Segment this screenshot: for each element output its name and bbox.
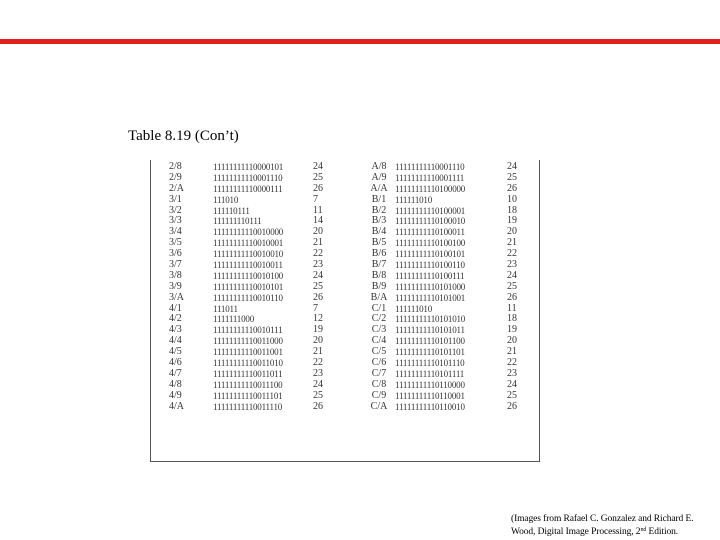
code-word-cell: 11111111110101111 xyxy=(395,368,465,379)
run-size-cell: C/1 xyxy=(371,303,387,314)
code-word-cell: 11111111110011100 xyxy=(213,379,283,390)
code-length-cell: 18 xyxy=(507,314,517,325)
code-word-cell: 11111111110100000 xyxy=(395,183,466,194)
run-size-cell: B/7 xyxy=(371,260,387,271)
code-length-cell: 19 xyxy=(507,216,517,227)
run-size-cell: A/8 xyxy=(371,162,387,172)
run-size-cell: 3/7 xyxy=(169,260,182,271)
code-length-cell: 12 xyxy=(313,314,323,325)
code-length-cell: 19 xyxy=(313,325,323,336)
run-size-cell: 4/3 xyxy=(169,325,182,336)
huffman-code-table xyxy=(151,162,539,412)
code-length-cell: 21 xyxy=(313,238,323,249)
code-length-cell: 19 xyxy=(507,325,517,336)
code-length-cell: 18 xyxy=(507,205,517,216)
run-size-cell: C/7 xyxy=(371,368,387,379)
run-size-cell: 3/2 xyxy=(169,205,182,216)
run-size-cell: C/4 xyxy=(371,336,387,347)
slide-title: Table 8.19 (Con’t) xyxy=(128,128,239,144)
code-word-cell: 11111111110000101 xyxy=(213,162,284,172)
run-size-cell: A/A xyxy=(370,183,388,194)
table-row xyxy=(151,369,539,380)
table-row xyxy=(151,260,539,271)
code-word-cell: 11111111110001111 xyxy=(395,172,465,183)
code-word-cell: 11111111110101100 xyxy=(395,336,465,347)
code-word-cell: 11111111110010011 xyxy=(213,260,283,271)
code-length-cell: 25 xyxy=(313,390,323,401)
code-length-cell: 26 xyxy=(507,292,517,303)
code-word-cell: 11111111110101000 xyxy=(395,281,466,292)
run-size-cell: 3/1 xyxy=(169,194,182,205)
run-size-cell: 4/2 xyxy=(169,314,182,325)
code-word-cell: 11111111110100010 xyxy=(395,216,466,227)
table-row xyxy=(151,173,539,184)
code-length-cell: 22 xyxy=(313,249,323,260)
code-length-cell: 26 xyxy=(313,401,323,412)
table-row xyxy=(151,271,539,282)
table-row xyxy=(151,347,539,358)
table-row xyxy=(151,380,539,391)
code-word-cell: 11111111110110000 xyxy=(395,379,465,390)
code-word-cell: 111110111 xyxy=(213,205,250,216)
table-row xyxy=(151,391,539,402)
code-word-cell: 111111010 xyxy=(395,194,433,205)
run-size-cell: C/9 xyxy=(371,390,387,401)
run-size-cell: 3/5 xyxy=(169,238,182,249)
run-size-cell: C/2 xyxy=(371,314,387,325)
table-row xyxy=(151,358,539,369)
run-size-cell: 4/6 xyxy=(169,358,182,369)
code-word-cell: 11111111110100110 xyxy=(395,260,465,271)
code-length-cell: 20 xyxy=(313,336,323,347)
run-size-cell: B/9 xyxy=(371,281,387,292)
code-word-cell: 11111111110010100 xyxy=(213,270,284,281)
code-length-cell: 26 xyxy=(507,183,517,194)
code-word-cell: 11111111110011011 xyxy=(213,368,283,379)
run-size-cell: 3/4 xyxy=(169,227,182,238)
code-length-cell: 26 xyxy=(313,292,323,303)
table-row xyxy=(151,227,539,238)
run-size-cell: 4/8 xyxy=(169,379,182,390)
code-word-cell: 11111111110011000 xyxy=(213,336,283,347)
code-length-cell: 21 xyxy=(507,347,517,358)
code-word-cell: 111111010 xyxy=(395,303,433,314)
code-word-cell: 11111111110100101 xyxy=(395,249,466,260)
run-size-cell: 3/3 xyxy=(169,216,182,227)
run-size-cell: 4/4 xyxy=(169,336,182,347)
run-size-cell: 4/A xyxy=(169,401,184,412)
code-length-cell: 26 xyxy=(507,401,517,412)
code-word-cell: 11111111110101011 xyxy=(395,325,465,336)
code-length-cell: 25 xyxy=(313,172,323,183)
code-word-cell: 111111110111 xyxy=(213,216,262,227)
code-length-cell: 7 xyxy=(313,194,318,205)
code-word-cell: 11111111110110010 xyxy=(395,401,465,412)
table-row xyxy=(151,304,539,315)
table-row xyxy=(151,325,539,336)
table-row xyxy=(151,216,539,227)
caption-line-1: (Images from Rafael C. Gonzalez and Richard E. xyxy=(511,514,694,524)
code-length-cell: 26 xyxy=(313,183,323,194)
code-length-cell: 23 xyxy=(507,368,517,379)
code-length-cell: 22 xyxy=(507,358,517,369)
code-word-cell: 11111111110000111 xyxy=(213,183,283,194)
run-size-cell: 3/6 xyxy=(169,249,182,260)
run-size-cell: 2/9 xyxy=(169,172,182,183)
code-length-cell: 11 xyxy=(313,205,323,216)
code-length-cell: 24 xyxy=(507,162,517,172)
code-word-cell: 11111111110001110 xyxy=(213,172,283,183)
code-length-cell: 23 xyxy=(313,368,323,379)
run-size-cell: 3/A xyxy=(169,292,184,303)
run-size-cell: B/2 xyxy=(371,205,387,216)
code-length-cell: 23 xyxy=(507,260,517,271)
run-size-cell: B/4 xyxy=(371,227,387,238)
run-size-cell: C/6 xyxy=(371,358,387,369)
caption-line-2: Wood, Digital Image Processing, 2nd Edition. xyxy=(511,527,679,537)
run-size-cell: C/5 xyxy=(371,347,387,358)
run-size-cell: B/1 xyxy=(371,194,387,205)
code-length-cell: 24 xyxy=(507,379,517,390)
code-word-cell: 11111111110010111 xyxy=(213,325,283,336)
code-word-cell: 11111111110010001 xyxy=(213,238,284,249)
code-word-cell: 11111111110010101 xyxy=(213,281,284,292)
code-word-cell: 11111111110011010 xyxy=(213,358,283,369)
run-size-cell: 3/9 xyxy=(169,281,182,292)
run-size-cell: B/A xyxy=(370,292,388,303)
table-row xyxy=(151,238,539,249)
run-size-cell: 4/1 xyxy=(169,303,182,314)
run-size-cell: 2/8 xyxy=(169,162,182,172)
table-row xyxy=(151,336,539,347)
run-size-cell: B/3 xyxy=(371,216,387,227)
code-word-cell: 11111111110011110 xyxy=(213,401,283,412)
code-length-cell: 24 xyxy=(313,270,323,281)
table-row xyxy=(151,402,539,413)
code-length-cell: 21 xyxy=(507,238,517,249)
table-row xyxy=(151,293,539,304)
code-word-cell: 111011 xyxy=(213,303,238,314)
run-size-cell: A/9 xyxy=(371,172,387,183)
code-word-cell: 11111111110010110 xyxy=(213,292,283,303)
run-size-cell: 4/9 xyxy=(169,390,182,401)
table-row xyxy=(151,249,539,260)
run-size-cell: C/3 xyxy=(371,325,387,336)
table-row xyxy=(151,195,539,206)
code-word-cell: 11111111110100011 xyxy=(395,227,465,238)
code-length-cell: 11 xyxy=(507,303,517,314)
code-word-cell: 11111111110011101 xyxy=(213,390,283,401)
code-length-cell: 24 xyxy=(313,379,323,390)
image-source-caption xyxy=(511,513,716,539)
run-size-cell: 4/7 xyxy=(169,368,182,379)
run-size-cell: B/8 xyxy=(371,270,387,281)
code-length-cell: 22 xyxy=(507,249,517,260)
code-length-cell: 7 xyxy=(313,303,318,314)
code-length-cell: 10 xyxy=(507,194,517,205)
header-accent-bar xyxy=(0,39,720,44)
table-row xyxy=(151,162,539,173)
code-length-cell: 20 xyxy=(507,336,517,347)
code-length-cell: 14 xyxy=(313,216,323,227)
code-length-cell: 21 xyxy=(313,347,323,358)
code-length-cell: 25 xyxy=(507,390,517,401)
table-row xyxy=(151,206,539,217)
code-length-cell: 25 xyxy=(507,281,517,292)
code-word-cell: 11111111110101101 xyxy=(395,347,465,358)
code-word-cell: 11111111110001110 xyxy=(395,162,465,172)
code-word-cell: 11111111110100100 xyxy=(395,238,466,249)
code-length-cell: 24 xyxy=(313,162,323,172)
code-length-cell: 23 xyxy=(313,260,323,271)
run-size-cell: C/8 xyxy=(371,379,387,390)
code-word-cell: 11111111110101010 xyxy=(395,314,466,325)
run-size-cell: 3/8 xyxy=(169,270,182,281)
code-length-cell: 22 xyxy=(313,358,323,369)
code-length-cell: 20 xyxy=(313,227,323,238)
code-word-cell: 11111111110011001 xyxy=(213,347,283,358)
code-length-cell: 25 xyxy=(507,172,517,183)
code-length-cell: 20 xyxy=(507,227,517,238)
code-length-cell: 24 xyxy=(507,270,517,281)
run-size-cell: 4/5 xyxy=(169,347,182,358)
code-word-cell: 11111111110110001 xyxy=(395,390,465,401)
run-size-cell: C/A xyxy=(370,401,388,412)
code-word-cell: 11111111110010010 xyxy=(213,249,284,260)
code-length-cell: 25 xyxy=(313,281,323,292)
table-row xyxy=(151,184,539,195)
table-row xyxy=(151,314,539,325)
code-word-cell: 11111111110101001 xyxy=(395,292,466,303)
table-row xyxy=(151,282,539,293)
code-word-cell: 11111111110100111 xyxy=(395,270,465,281)
code-word-cell: 11111111110101110 xyxy=(395,358,465,369)
run-size-cell: B/6 xyxy=(371,249,387,260)
code-word-cell: 111010 xyxy=(213,194,239,205)
code-word-cell: 1111111000 xyxy=(213,314,254,325)
run-size-cell: B/5 xyxy=(371,238,387,249)
code-word-cell: 11111111110100001 xyxy=(395,205,466,216)
run-size-cell: 2/A xyxy=(169,183,184,194)
code-word-cell: 11111111110010000 xyxy=(213,227,284,238)
